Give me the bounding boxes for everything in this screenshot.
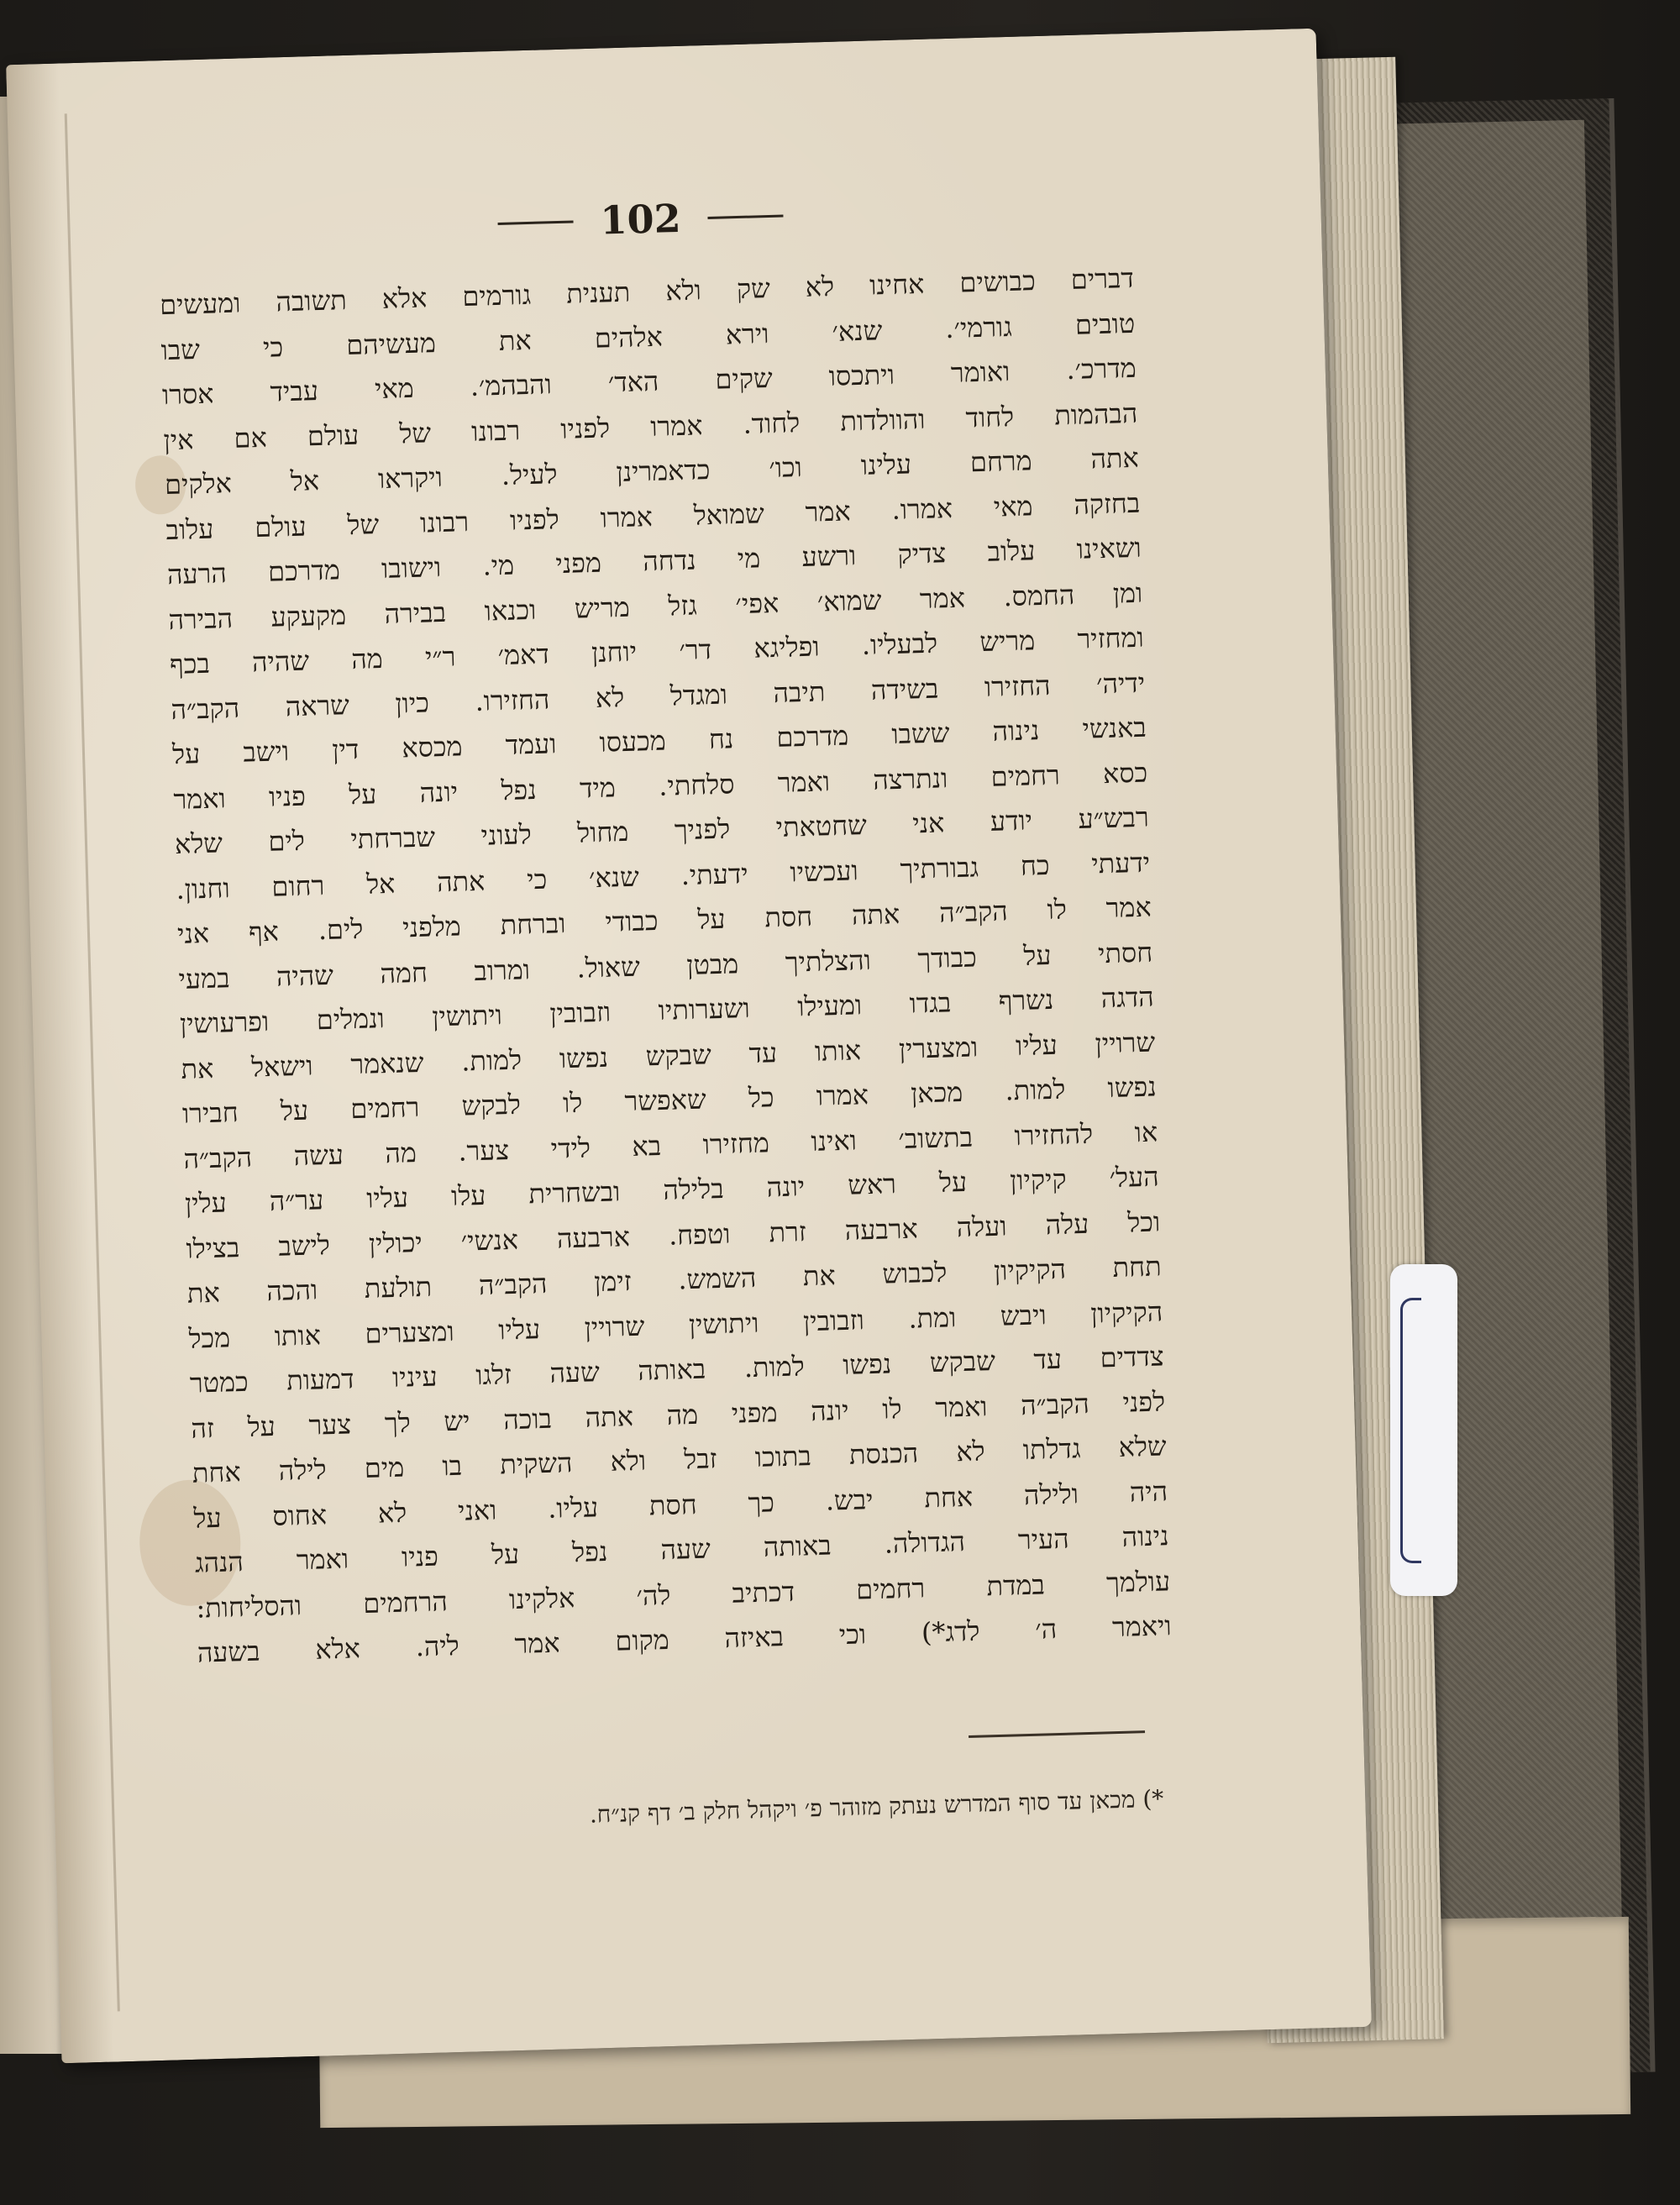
body-text: [159, 256, 1172, 1676]
text-line: בחזקה מאי אמרו. אמר שמואל אמרו לפניו רבונו של עולם עלוב: [165, 486, 1141, 546]
text-line: עולמך במדת רחמים דכתיב לה׳ אלקינו הרחמים והסליחות:: [195, 1564, 1171, 1625]
text-line: היה ולילה אחת יבש. כך חסת עליו. ואני לא אחוס על: [192, 1474, 1168, 1535]
text-line: צדדים עד שבקש נפשו למות. באותה שעה זלגו עיניו דמעות כמטר: [189, 1340, 1165, 1399]
text-line: ויאמר ה׳ לדג*) וכי באיזה מקום אמר ליה. אלא בשעה: [197, 1609, 1173, 1669]
text-line: נינוה העיר הגדולה. באותה שעה נפל על פניו ואמר הנהג: [194, 1520, 1170, 1579]
book-page: [6, 29, 1372, 2064]
text-line: וכל עלה ועלה ארבעה זרת וטפח. ארבעה אנשי׳ יכולין לישב בצילו: [185, 1205, 1161, 1265]
text-line: הדגה נשרף בגדו ומעילו ושערותיו וזבובין ויתושין ונמלים ופרעושין: [179, 980, 1155, 1040]
text-line: ידיה׳ החזירו בשידה תיבה ומגדל לא החזירו. כיון שראה הקב״ה: [171, 666, 1146, 726]
text-line: העל׳ קיקיון על ראש יונה בלילה ובשחרית עלו עליו ער״ה עלין: [184, 1160, 1160, 1220]
text-line: אמר לו הקב״ה אתה חסת על כבודי וברחת מלפני לים. אף אני: [176, 890, 1152, 950]
header-rule-left: [498, 220, 574, 225]
text-line: שרויין עליו ומצערין אותו עד שבקש נפשו למות. שנאמר וישאל את: [180, 1026, 1156, 1085]
text-line: מדרכ׳. ואומר ויתכסו שקים האד׳ והבהמ׳. מאי עביד אסרו: [161, 351, 1137, 412]
text-line: או להחזירו בתשוב׳ ואינו מחזירו בא לידי צער. מה עשה הקב״ה: [182, 1115, 1158, 1175]
page-gutter: [65, 113, 120, 2011]
text-line: כסא רחמים ונתרצה ואמר סלחתי. מיד נפל יונה על פניו ואמר: [173, 756, 1148, 816]
text-line: חסתי על כבודך והצלתיך מבטן שאול. ומרוב חמה שהיה במעי: [178, 936, 1153, 995]
text-line: רבש״ע יודע אני שחטאתי לפניך מחול לעוני שברחתי לים שלא: [174, 801, 1150, 860]
text-line: שלא גדלתו לא הכנסת בתוכו זבל ולא השקית בו מים לילה אחת: [192, 1430, 1168, 1489]
footnote: *) מכאן עד סוף המדרש נעתק מזוהר פ׳ ויקהל חלק ב׳ דף קנ״ח.: [589, 1784, 1164, 1829]
text-line: נפשו למות. מכאן אמרו כל שאפשר לו לבקש רחמים על חבירו: [181, 1070, 1158, 1130]
page-header: [480, 181, 801, 258]
header-rule-right: [707, 214, 783, 219]
text-line: הבהמות לחוד והוולדות לחוד. אמרו לפניו רבונו של עולם אם אין: [163, 396, 1138, 456]
bookmark-mark: [1400, 1298, 1421, 1563]
text-line: אתה מרחם עלינו וכו׳ כדאמרינן לעיל. ויקראו אל אלקים: [164, 441, 1140, 501]
text-line: דברים כבושים אחינו לא שק ולא תענית גורמים אלא תשובה ומעשים: [159, 261, 1135, 322]
footnote-divider: [969, 1730, 1145, 1738]
text-line: תחת הקיקיון לכבוש את השמש. זימן הקב״ה תולעת והכה את: [186, 1250, 1163, 1310]
text-line: באנשי נינוה ששבו מדרכם נח מכעסו ועמד מכסא דין וישב על: [171, 711, 1147, 771]
text-line: ומחזיר מריש לבעליו. ופליגא דר׳ יוחנן דאמ׳ ר״י מה שהיה בכף: [169, 621, 1145, 681]
text-line: ושאינו עלוב צדיק ורשע מי נדחה מפני מי. וישובו מדרכם הרעה: [166, 531, 1142, 591]
text-line: ידעתי כח גבורתיך ועכשיו ידעתי. שנא׳ כי אתה אל רחום וחנון.: [176, 846, 1151, 906]
text-line: טובים גורמי׳. שנא׳ וירא אלהים את מעשיהם כי שבו: [160, 307, 1136, 366]
text-line: ומן החמס. אמר שמוא׳ אפי׳ גזל מריש וכנאו בבירה מקעקע הבירה: [168, 576, 1143, 636]
text-line: הקיקיון ויבש ומת. וזבובין ויתושין שרויין עליו ומצערים אותו מכל: [187, 1294, 1163, 1355]
page-number: 102: [599, 195, 682, 244]
text-line: לפני הקב״ה ואמר לו יונה מפני מה אתה בוכה יש לך צער על זה: [190, 1384, 1166, 1445]
bookmark-tab: [1390, 1264, 1457, 1596]
